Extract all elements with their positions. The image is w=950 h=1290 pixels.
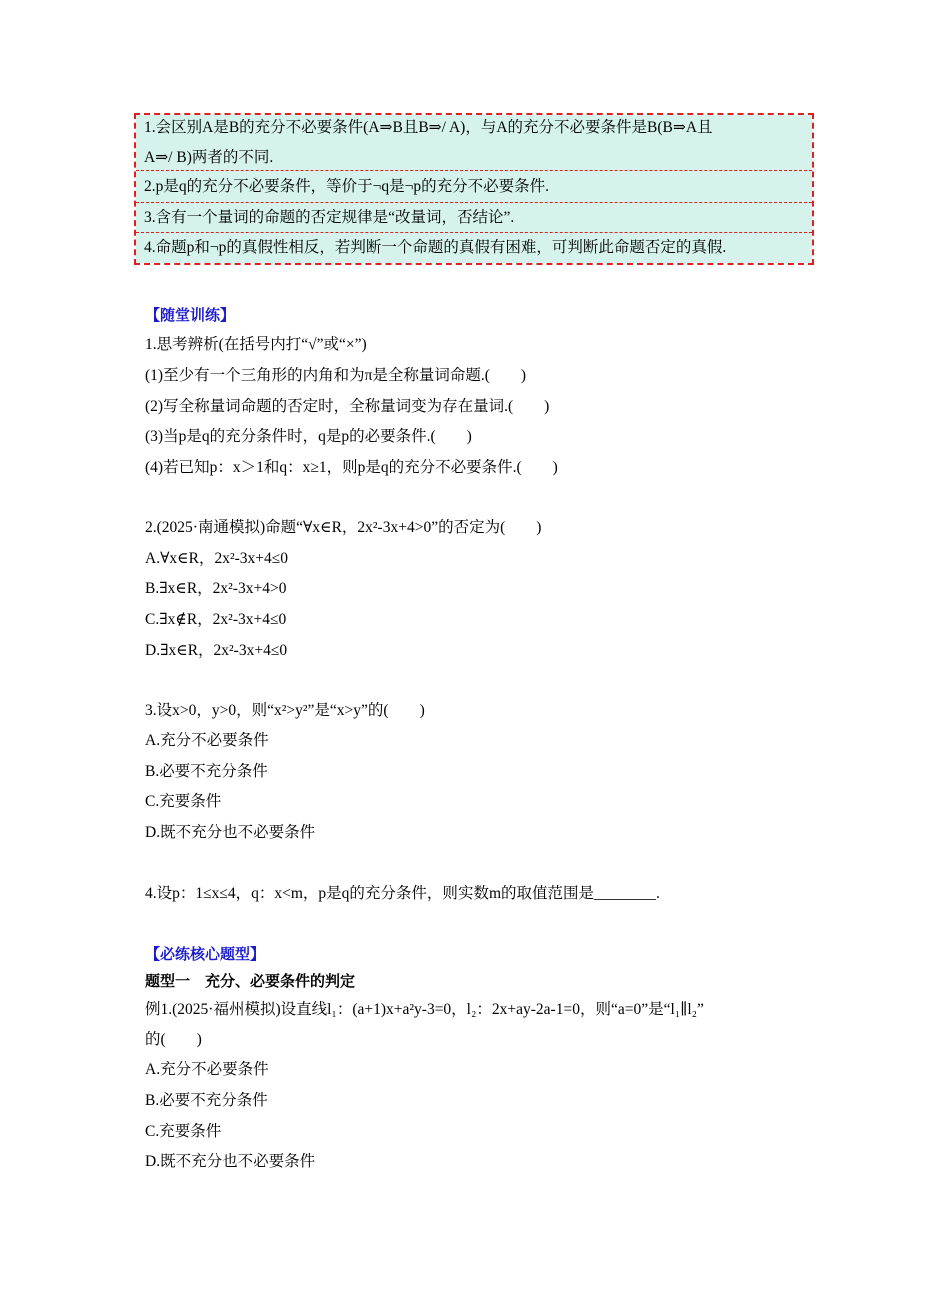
- note-1-line-2: A⇒/ B)两者的不同.: [144, 149, 274, 166]
- example1-option-b: B.必要不充分条件: [145, 1092, 268, 1109]
- note-4-text: 4.命题p和¬p的真假性相反，若判断一个命题的真假有困难，可判断此命题否定的真假.: [144, 239, 727, 256]
- q1-item-1: (1)至少有一个三角形的内角和为π是全称量词命题.( ): [145, 367, 527, 384]
- q2-option-a: A.∀x∈R，2x²-3x+4≤0: [145, 550, 289, 567]
- q2-option-c: C.∃x∉R，2x²-3x+4≤0: [145, 611, 287, 628]
- note-1: [136, 115, 812, 171]
- note-1-line-1: 1.会区别A是B的充分不必要条件(A⇒B且B⇒/ A)，与A的充分不必要条件是B(B⇒A且: [144, 119, 713, 136]
- example1-option-d: D.既不充分也不必要条件: [145, 1153, 316, 1170]
- note-2-text: 2.p是q的充分不必要条件，等价于¬q是¬p的充分不必要条件.: [144, 178, 549, 195]
- q2-option-d: D.∃x∈R，2x²-3x+4≤0: [145, 642, 288, 659]
- note-4: [136, 233, 812, 263]
- q3-stem: 3.设x>0，y>0，则“x²>y²”是“x>y”的( ): [145, 702, 425, 719]
- q2-stem: 2.(2025·南通模拟)命题“∀x∈R，2x²-3x+4>0”的否定为( ): [145, 519, 542, 536]
- note-3: [136, 203, 812, 233]
- q1-item-3: (3)当p是q的充分条件时，q是p的必要条件.( ): [145, 428, 472, 445]
- example1-stem-line-1: 例1.(2025·福州模拟)设直线l₁：(a+1)x+a²y-3=0，l₂：2x+ay-2a-1=0，则“a=0”是“l₁∥l₂”: [145, 1001, 704, 1018]
- practice-header: 【随堂训练】: [145, 306, 236, 324]
- q4-stem: 4.设p：1≤x≤4，q：x<m，p是q的充分条件，则实数m的取值范围是________.: [145, 885, 660, 902]
- q1-stem: 1.思考辨析(在括号内打“√”或“×”): [145, 336, 367, 353]
- q3-option-c: C.充要条件: [145, 793, 222, 810]
- q3-option-a: A.充分不必要条件: [145, 732, 269, 749]
- core-header: 【必练核心题型】: [145, 945, 266, 963]
- example1-option-c: C.充要条件: [145, 1123, 222, 1140]
- q3-option-b: B.必要不充分条件: [145, 763, 268, 780]
- note-3-text: 3.含有一个量词的命题的否定规律是“改量词，否结论”.: [144, 209, 515, 226]
- q3-option-d: D.既不充分也不必要条件: [145, 824, 316, 841]
- q2-option-b: B.∃x∈R，2x²-3x+4>0: [145, 580, 287, 597]
- type1-title: 题型一 充分、必要条件的判定: [145, 972, 356, 990]
- example1-stem-line-2: 的( ): [145, 1031, 202, 1048]
- key-points-box: [134, 113, 814, 265]
- q1-item-2: (2)写全称量词命题的否定时，全称量词变为存在量词.( ): [145, 398, 550, 415]
- note-2: [136, 171, 812, 203]
- example1-option-a: A.充分不必要条件: [145, 1061, 269, 1078]
- q1-item-4: (4)若已知p：x＞1和q：x≥1，则p是q的充分不必要条件.( ): [145, 459, 558, 476]
